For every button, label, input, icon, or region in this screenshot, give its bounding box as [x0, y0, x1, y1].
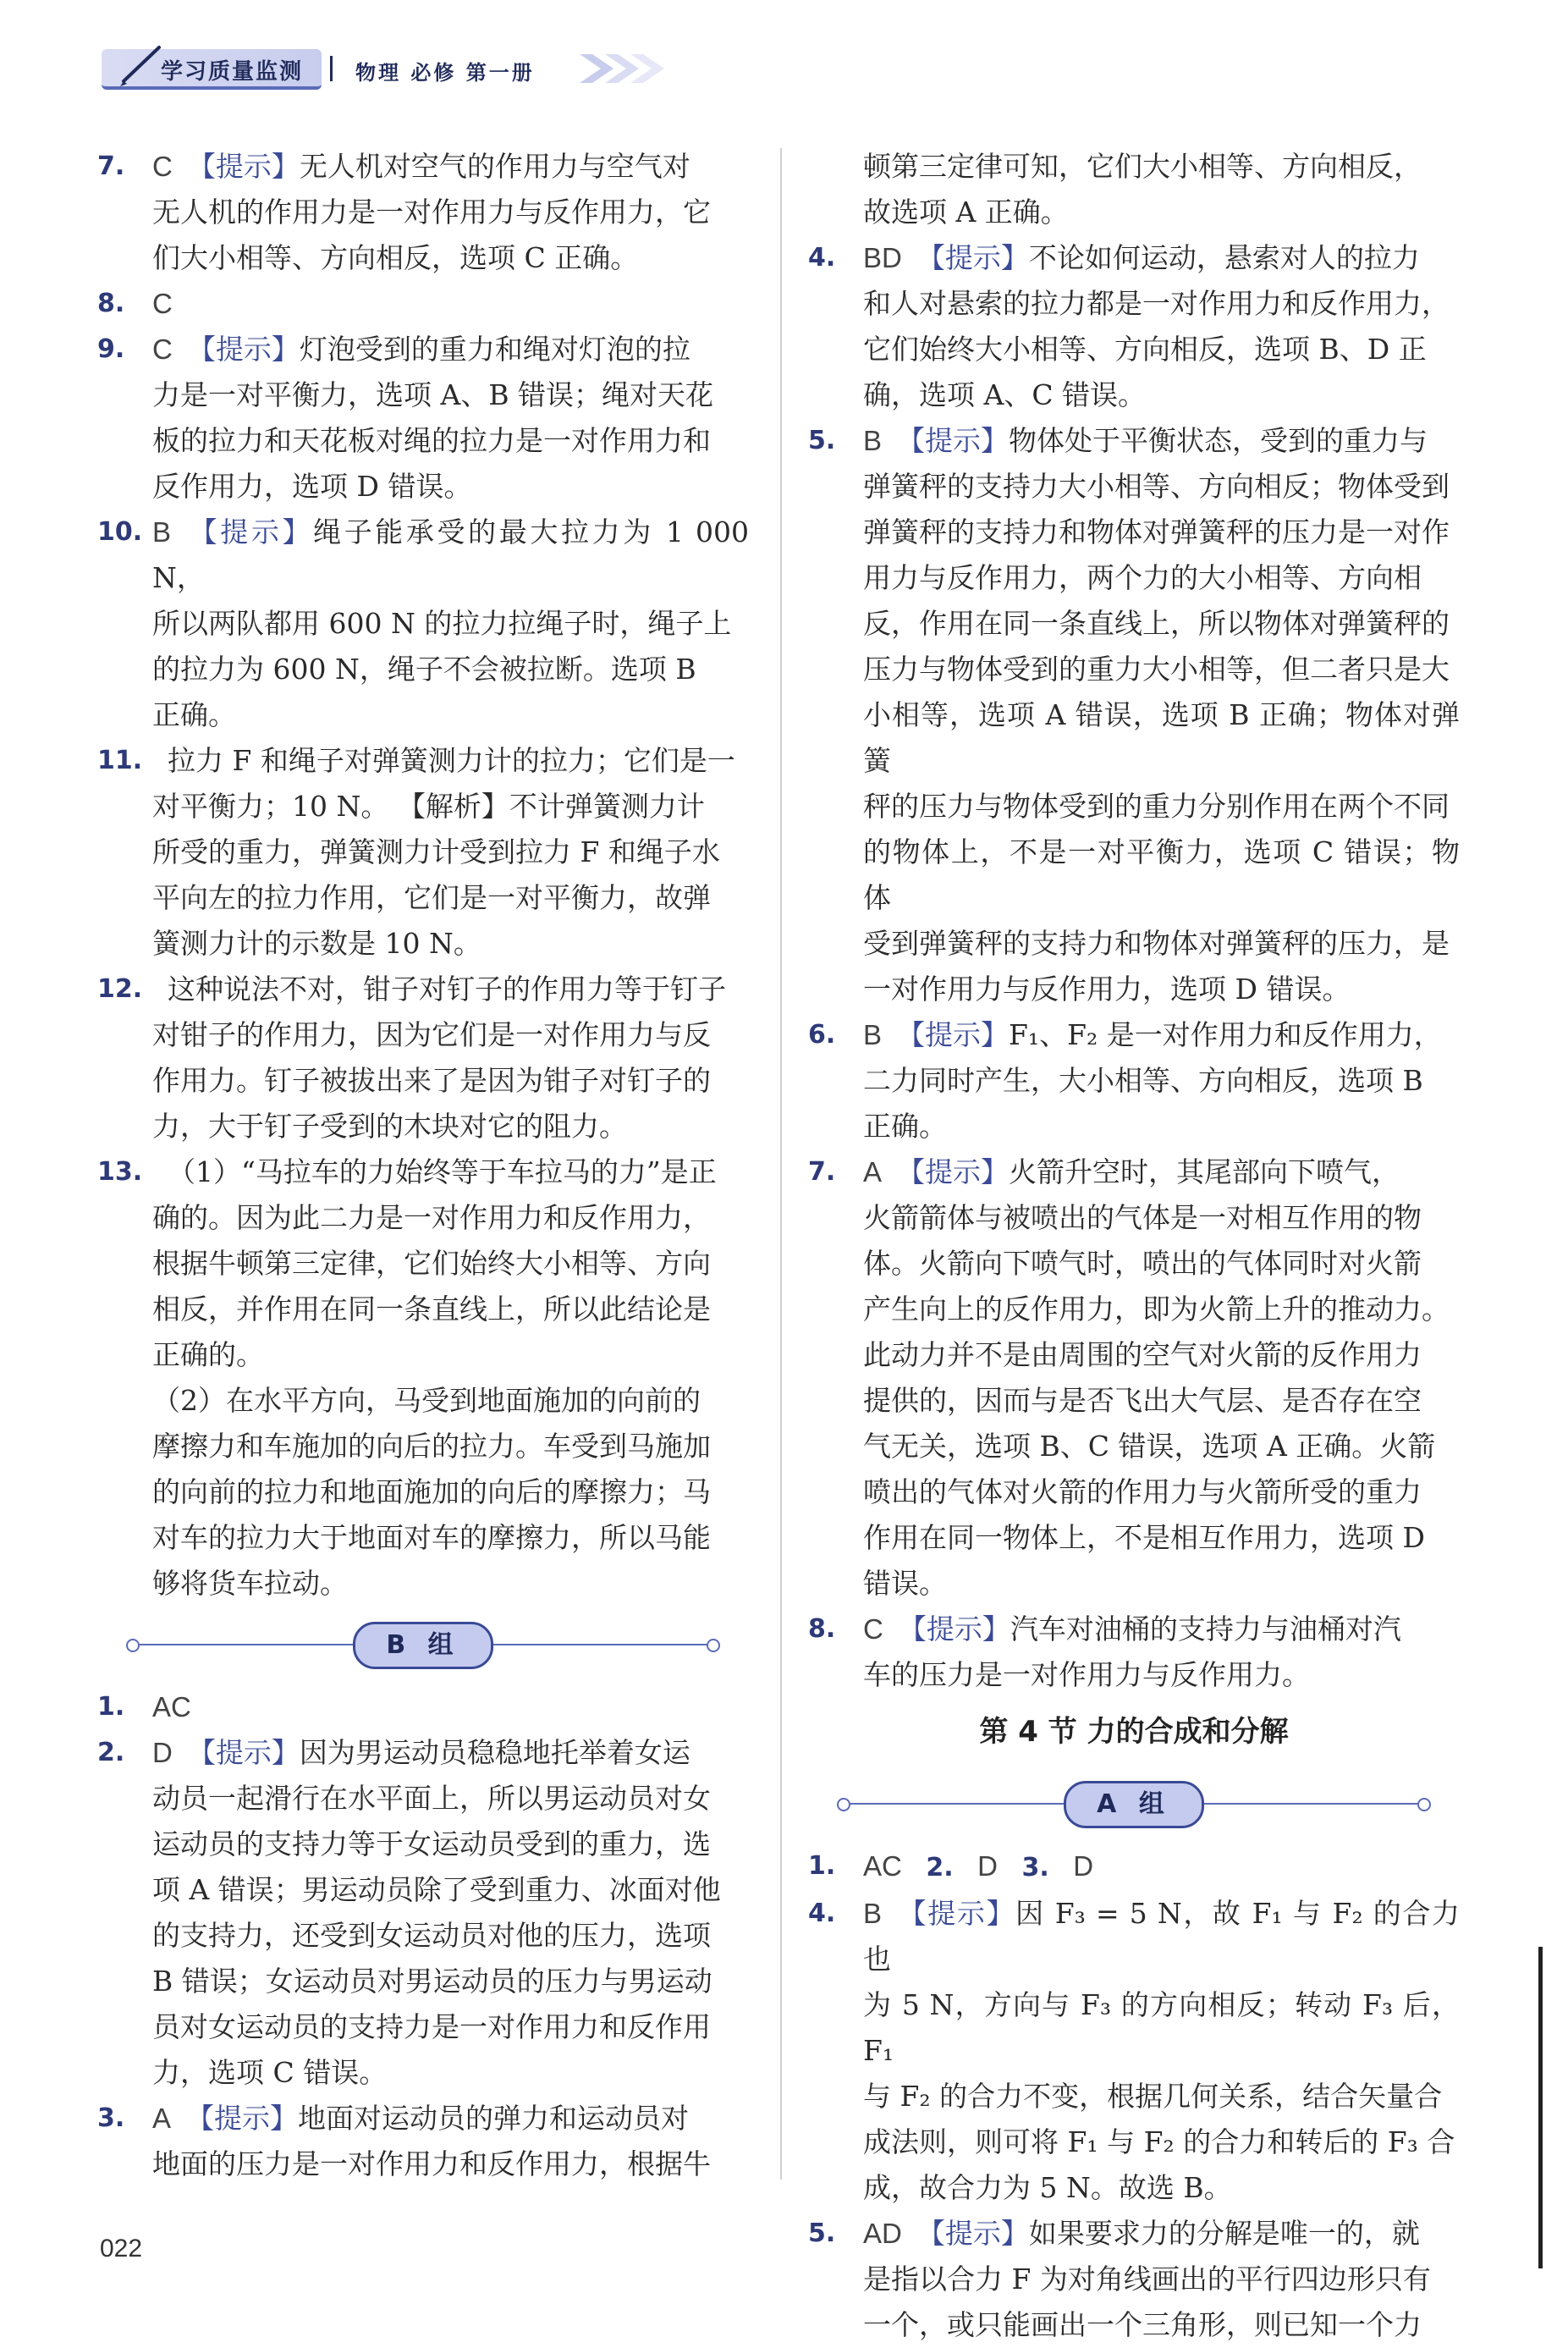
answer-item: [808, 2211, 1460, 2257]
answer-text-line: 与 F₂ 的合力不变，根据几何关系，结合矢量合: [863, 2080, 1443, 2113]
answer-item: [97, 1730, 749, 1776]
answer-text-line: 成法则，则可将 F₁ 与 F₂ 的合力和转后的 F₃ 合: [863, 2125, 1455, 2158]
answer-text-line: 地面的压力是一对作用力和反作用力，根据牛: [152, 2147, 711, 2180]
answer-text: 因 F₃ = 5 N，故 F₁ 与 F₂ 的合力也: [863, 1897, 1460, 1976]
answer-text-line: 此动力并不是由周围的空气对火箭的反作用力: [863, 1338, 1422, 1371]
answer-choice: B: [863, 425, 883, 456]
rule-dot: [707, 1639, 720, 1652]
answer-choice: D: [152, 1737, 173, 1768]
rule-dot: [837, 1798, 850, 1811]
answer-item: [97, 2096, 749, 2141]
answer-text: 绳子能承受的最大拉力为 1 000 N，: [152, 515, 749, 594]
answer-item: [97, 327, 749, 372]
answer-text-line: 平向左的拉力作用，它们是一对平衡力，故弹: [152, 881, 711, 914]
answer-text-line: 是指以合力 F 为对角线画出的平行四边形只有: [863, 2263, 1431, 2296]
answer-text-line: 压力与物体受到的重力大小相等，但二者只是大: [863, 653, 1450, 686]
answer-text-line: 根据牛顿第三定律，它们始终大小相等、方向: [152, 1247, 711, 1280]
rule-dot: [126, 1639, 140, 1652]
answer-item: [808, 418, 1460, 464]
group-a-header: [808, 1766, 1460, 1844]
question-number: 3.: [1021, 1853, 1049, 1882]
answer-choice: BD: [863, 242, 902, 273]
answer-item: [97, 1149, 749, 1195]
answer-text-line: 顿第三定律可知，它们大小相等、方向相反，: [863, 150, 1422, 183]
answer-choice: B: [152, 516, 172, 548]
answer-choice: C: [152, 151, 173, 182]
answer-text: 不论如何运动，悬索对人的拉力: [1028, 241, 1420, 274]
left-answers-part2: [97, 1684, 749, 2187]
left-answers-part1: [97, 144, 749, 1607]
answer-choice: AC: [863, 1850, 902, 1882]
answer-text-line: （2）在水平方向，马受到地面施加的向前的: [152, 1384, 701, 1417]
question-number: 2.: [97, 1738, 125, 1767]
answer-text: 因为男运动员稳稳地托举着女运: [299, 1736, 690, 1769]
answer-text-line: 的物体上，不是一对平衡力，选项 C 错误；物体: [863, 835, 1460, 914]
answer-text-line: 提供的，因而与是否飞出大气层、是否存在空: [863, 1384, 1422, 1417]
answer-text-line: 摩擦力和车施加的向后的拉力。车受到马施加: [152, 1430, 711, 1463]
question-number: 4.: [808, 243, 836, 273]
answer-text-line: 正确。: [152, 698, 236, 731]
question-number: 11.: [97, 746, 143, 775]
answer-text-line: 板的拉力和天花板对绳的拉力是一对作用力和: [152, 424, 711, 457]
group-b-badge: B 组: [353, 1622, 493, 1669]
hint-tag: 【提示】: [916, 241, 1029, 274]
group-a-badge: A 组: [1064, 1781, 1204, 1828]
answer-text-line: 小相等，选项 A 错误，选项 B 正确；物体对弹簧: [863, 698, 1460, 777]
pen-icon: [117, 42, 168, 88]
answer-text-line: 员对女运动员的支持力是一对作用力和反作用: [152, 2010, 711, 2043]
answer-text-line: 项 A 错误；男运动员除了受到重力、冰面对他: [152, 1873, 721, 1906]
answer-text-line: 秤的压力与物体受到的重力分别作用在两个不同: [863, 790, 1450, 823]
answer-choice: C: [863, 1613, 883, 1645]
answer-text-line: 的向前的拉力和地面施加的向后的摩擦力；马: [152, 1475, 711, 1508]
answer-choice: D: [977, 1850, 998, 1882]
question-number: 10.: [97, 517, 143, 547]
answer-item: [808, 1891, 1460, 1982]
header-title: 学习质量监测: [161, 59, 304, 85]
answer-text-line: 力是一对平衡力，选项 A、B 错误；绳对天花: [152, 378, 714, 411]
answer-text-line: 正确。: [863, 1110, 947, 1143]
answer-text: 灯泡受到的重力和绳对灯泡的拉: [299, 333, 690, 366]
hint-tag: 【提示】: [916, 2217, 1029, 2250]
answer-text-line: 气无关，选项 B、C 错误，选项 A 正确。火箭: [863, 1430, 1436, 1463]
answer-text-line: 用力与反作用力，两个力的大小相等、方向相: [863, 561, 1422, 594]
answer-text: 地面对运动员的弹力和运动员对: [298, 2102, 690, 2135]
answer-text-line: 运动员的支持力等于女运动员受到的重力，选: [152, 1827, 711, 1860]
page-header: [102, 42, 694, 95]
answer-item: [808, 1607, 1460, 1652]
left-column: [97, 144, 749, 2187]
answer-item: [808, 235, 1460, 281]
question-number: 8.: [97, 289, 125, 318]
question-number: 9.: [97, 334, 125, 364]
hint-tag: 【提示】: [186, 515, 314, 548]
answer-text: （1）“马拉车的力始终等于车拉马的力”是正: [168, 1155, 717, 1188]
answer-item: [808, 1149, 1460, 1195]
answer-text: 汽车对油桶的支持力与油桶对汽: [1010, 1612, 1401, 1645]
answer-text-line: 确，选项 A、C 错误。: [863, 378, 1147, 411]
right-continuation: [808, 144, 1460, 235]
answer-item: [808, 1012, 1460, 1058]
right-answers-part1: [808, 235, 1460, 1698]
question-number: 5.: [808, 426, 836, 455]
edge-mark: [1538, 1947, 1543, 2268]
answer-text: 这种说法不对，钳子对钉子的作用力等于钉子: [168, 973, 726, 1006]
answer-text-line: 无人机的作用力是一对作用力与反作用力，它: [152, 196, 711, 229]
chevron-decoration-icon: [575, 47, 677, 90]
answer-choice: A: [863, 1156, 883, 1188]
question-number: 1.: [97, 1692, 125, 1722]
header-subtitle: 物理 必修 第一册: [355, 61, 535, 85]
answer-text-line: 所以两队都用 600 N 的拉力拉绳子时，绳子上: [152, 607, 732, 640]
answer-text-line: 火箭箭体与被喷出的气体是一对相互作用的物: [863, 1201, 1422, 1234]
answer-choice: C: [152, 288, 173, 319]
answer-choice: AD: [863, 2218, 902, 2249]
answer-text-line: 所受的重力，弹簧测力计受到拉力 F 和绳子水: [152, 835, 720, 868]
answer-text-line: 够将货车拉动。: [152, 1567, 348, 1600]
answer-text-line: 一对作用力与反作用力，选项 D 错误。: [863, 973, 1351, 1006]
answer-text-line: 动员一起滑行在水平面上，所以男运动员对女: [152, 1782, 711, 1815]
column-divider: [780, 148, 782, 2180]
answer-text-line: 它们始终大小相等、方向相反，选项 B、D 正: [863, 333, 1427, 366]
header-separator: [330, 56, 333, 81]
right-column: [808, 144, 1460, 2348]
answer-item: [97, 510, 749, 601]
answer-text-line: 对钳子的作用力，因为它们是一对作用力与反: [152, 1018, 711, 1051]
question-number: 2.: [926, 1853, 954, 1882]
hint-tag: 【提示】: [186, 2102, 299, 2135]
answer-text-line: 产生向上的反作用力，即为火箭上升的推动力。: [863, 1293, 1450, 1326]
answer-text: 无人机对空气的作用力与空气对: [299, 150, 690, 183]
question-number: 13.: [97, 1157, 143, 1187]
answer-item: [97, 738, 749, 784]
answer-text-line: 簧测力计的示数是 10 N。: [152, 927, 481, 960]
answer-choice: A: [152, 2103, 172, 2134]
answer-text-line: 确的。因为此二力是一对作用力和反作用力，: [152, 1201, 711, 1234]
hint-tag: 【提示】: [897, 1897, 1016, 1930]
answer-text-line: 反，作用在同一条直线上，所以物体对弹簧秤的: [863, 607, 1450, 640]
hint-tag: 【提示】: [897, 1018, 1010, 1051]
answer-text-line: 的支持力，还受到女运动员对他的压力，选项: [152, 1919, 711, 1952]
page-number: 022: [100, 2235, 143, 2263]
answer-item: [97, 1684, 749, 1730]
answer-text-line: 体。火箭向下喷气时，喷出的气体同时对火箭: [863, 1247, 1422, 1280]
answer-text-line: 为 5 N，方向与 F₃ 的方向相反；转动 F₃ 后，F₁: [863, 1988, 1460, 2067]
answer-text-line: 错误。: [863, 1567, 947, 1600]
answer-text-line: 相反，并作用在同一条直线上，所以此结论是: [152, 1293, 711, 1326]
question-number: 6.: [808, 1020, 836, 1050]
answer-choice: AC: [152, 1691, 191, 1722]
answer-text-line: 故选项 A 正确。: [863, 196, 1069, 229]
answer-text-line: 对平衡力；10 N。 【解析】不计弹簧测力计: [152, 790, 705, 823]
answer-text-line: 正确的。: [152, 1338, 264, 1371]
hint-tag: 【提示】: [187, 333, 300, 366]
answer-item: [97, 967, 749, 1012]
hint-tag: 【提示】: [187, 150, 300, 183]
answer-text: 如果要求力的分解是唯一的，就: [1028, 2217, 1420, 2250]
answer-text: 拉力 F 和绳子对弹簧测力计的拉力；它们是一: [168, 744, 735, 777]
answer-text-line: 作用力。钉子被拔出来了是因为钳子对钉子的: [152, 1064, 711, 1097]
answer-text-line: 弹簧秤的支持力大小相等、方向相反；物体受到: [863, 470, 1450, 503]
answer-choice: C: [152, 333, 173, 365]
question-number: 3.: [97, 2103, 125, 2133]
hint-tag: 【提示】: [897, 424, 1010, 457]
hint-tag: 【提示】: [897, 1155, 1010, 1188]
rule-dot: [1417, 1798, 1431, 1811]
group-b-header: [97, 1607, 749, 1684]
question-number: 8.: [808, 1614, 836, 1644]
answer-text-line: 一个，或只能画出一个三角形，则已知一个力: [863, 2308, 1422, 2341]
question-number: 7.: [808, 1157, 836, 1187]
question-number: 12.: [97, 974, 143, 1004]
answer-text-line: 弹簧秤的支持力和物体对弹簧秤的压力是一对作: [863, 515, 1450, 548]
answer-line-1-3: [808, 1844, 1460, 1891]
answer-item: [97, 281, 749, 327]
answer-text-line: 力，选项 C 错误。: [152, 2056, 388, 2089]
answer-text-line: 喷出的气体对火箭的作用力与火箭所受的重力: [863, 1475, 1422, 1508]
answer-text-line: 力，大于钉子受到的木块对它的阻力。: [152, 1110, 627, 1143]
answer-choice: B: [863, 1019, 883, 1050]
answer-text-line: B 错误；女运动员对男运动员的压力与男运动: [152, 1965, 712, 1998]
section-title: 第 4 节 力的合成和分解: [979, 1715, 1289, 1749]
answer-text-line: 车的压力是一对作用力与反作用力。: [863, 1658, 1310, 1691]
answer-item: [97, 144, 749, 190]
hint-tag: 【提示】: [898, 1612, 1010, 1645]
question-number: 4.: [808, 1899, 836, 1928]
hint-tag: 【提示】: [187, 1736, 300, 1769]
answer-text-line: 二力同时产生，大小相等、方向相反，选项 B: [863, 1064, 1423, 1097]
answer-text-line: 们大小相等、方向相反，选项 C 正确。: [152, 241, 639, 274]
answer-text: 物体处于平衡状态，受到的重力与: [1009, 424, 1428, 457]
answer-text-line: 的拉力为 600 N，绳子不会被拉断。选项 B: [152, 653, 696, 686]
answer-choice: D: [1073, 1850, 1094, 1882]
answer-text-line: 成，故合力为 5 N。故选 B。: [863, 2171, 1232, 2204]
answer-text-line: 反作用力，选项 D 错误。: [152, 470, 472, 503]
answer-text-line: 和人对悬索的拉力都是一对作用力和反作用力，: [863, 287, 1450, 320]
answer-text-line: 受到弹簧秤的支持力和物体对弹簧秤的压力，是: [863, 927, 1450, 960]
right-answers-part2: [808, 1891, 1460, 2348]
answer-text-line: 作用在同一物体上，不是相互作用力，选项 D: [863, 1521, 1425, 1554]
question-number: 7.: [97, 152, 125, 181]
answer-text: 火箭升空时，其尾部向下喷气，: [1009, 1155, 1400, 1188]
answer-choice: B: [863, 1898, 883, 1929]
question-number: 1.: [808, 1851, 836, 1881]
answer-text: F₁、F₂ 是一对作用力和反作用力，: [1009, 1018, 1442, 1051]
answer-text-line: 对车的拉力大于地面对车的摩擦力，所以马能: [152, 1521, 711, 1554]
question-number: 5.: [808, 2218, 836, 2248]
